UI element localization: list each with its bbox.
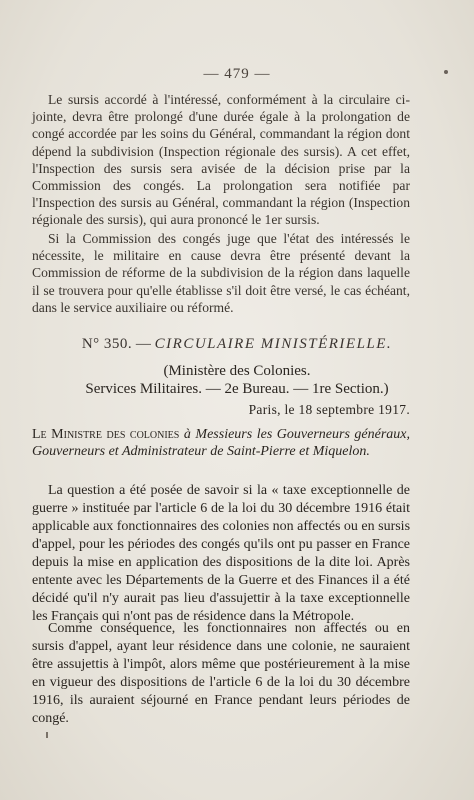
ministry-block [0, 362, 474, 398]
addressee-recipients: à Messieurs les Gouverneurs généraux, Gouverneurs et Administrateur de Saint-Pierre et Miquelon. [32, 427, 411, 459]
ink-dot [444, 70, 448, 74]
paragraph-4-block [32, 620, 410, 728]
ink-mark [46, 732, 48, 738]
services-line: Services Militaires. — 2e Bureau. — 1re Section.) [85, 381, 389, 397]
paragraph-2: Si la Commission des congés juge que l'état des intéressés le nécessite, le militaire en cause devra être présenté devant la Commission de réforme de la subdivision de la région dans laquelle il se trouvera pour qu'elle établisse s'il doit être versé, le cas échéant, dans le service auxiliaire ou réformé. [32, 231, 410, 315]
circular-heading [0, 336, 474, 353]
circular-dash: — [135, 336, 151, 352]
circular-title: CIRCULAIRE MINISTÉRIELLE. [154, 336, 393, 352]
paragraph-3: La question a été posée de savoir si la « taxe exceptionnelle de guerre » instituée par l'article 6 de la loi du 30 décembre 1916 était applicable aux fonctionnaires des colonies non affectés ou en sursis d'appel, pour les périodes des congés qu'ils ont pu passer en France depuis la mise en application des dispositions de la dite loi. Après entente avec les Départements de la Guerre et des Finances il a été décidé qu'il n'y aurait pas lieu d'assujettir à la taxe exceptionnelle les Français qui n'ont pas de résidence dans la Métropole. [32, 483, 411, 624]
paragraph-1: Le sursis accordé à l'intéressé, conformément à la circulaire ci-jointe, devra être prolongé d'une durée égale à la prolongation de congé accordée par les soins du Général, commandant la région dont dépend la subdivision (Inspection régionale des sursis). A cet effet, l'Inspection des sursis sera avisée de la décision prise par la Commission des congés. La prolongation sera notifiée par l'Inspection des sursis au Général, commandant la région (Inspection régionale des sursis), qui aura prononcé le 1er sursis. [32, 92, 410, 228]
paragraph-1-block [32, 91, 410, 229]
ministry-line: (Ministère des Colonies. [163, 363, 311, 379]
addressee [32, 426, 410, 460]
circular-number: N° 350. [81, 336, 133, 352]
paragraph-3-block [32, 482, 410, 626]
date-line: Paris, le 18 septembre 1917. [248, 402, 410, 417]
paragraph-2-block [32, 230, 410, 316]
paragraph-4: Comme conséquence, les fonctionnaires non affectés ou en sursis d'appel, ayant leur résidence dans une colonie, ne sauraient être assujettis à l'impôt, alors même que postérieurement à la mise en vigueur des dispositions de l'article 6 de la loi du 30 décembre 1916, ils auraient séjourné en France pendant leurs périodes de congé. [32, 621, 410, 726]
page-number: — 479 — [203, 66, 271, 82]
addressee-sender: Le Ministre des colonies [32, 427, 180, 442]
